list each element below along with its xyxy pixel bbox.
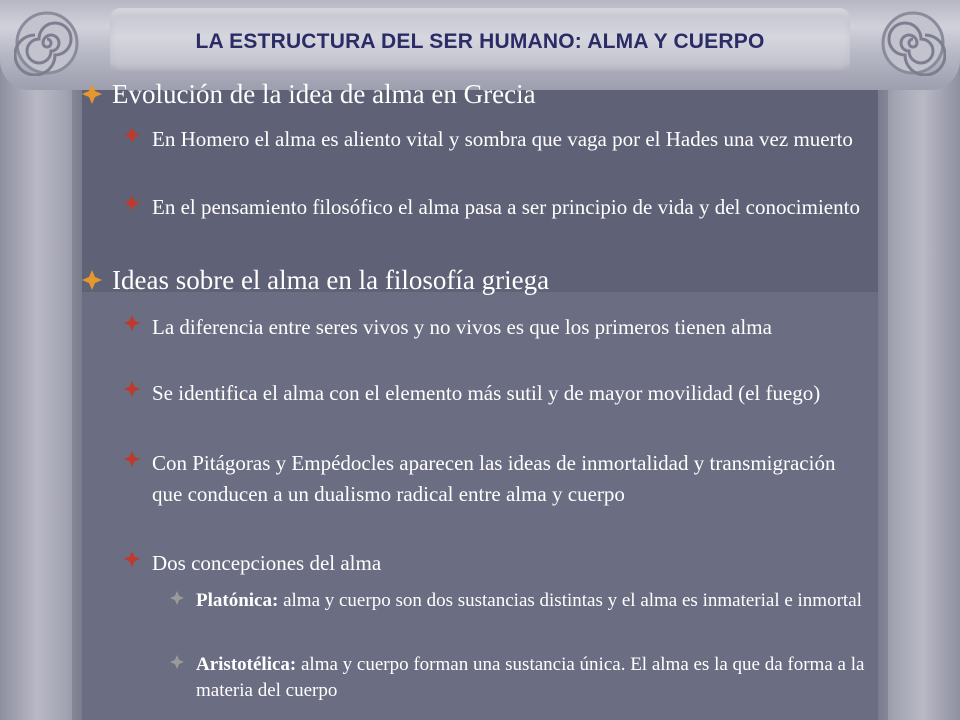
bullet-item [124,192,864,223]
sub-bullet-item-text [196,652,870,704]
red-diamond-bullet-icon [124,127,140,143]
orange-diamond-bullet-icon [82,270,102,290]
bullet-item [124,548,864,579]
red-diamond-bullet-icon [124,551,140,567]
left-column-decoration [0,0,82,720]
gray-diamond-bullet-icon [170,591,184,605]
bullet-item-text: Se identifica el alma con el elemento más sutil y de mayor movilidad (el fuego) [152,381,821,405]
bullet-item [124,312,864,343]
red-diamond-bullet-icon [124,381,140,397]
gray-diamond-bullet-icon [170,655,184,669]
bullet-item [124,378,864,409]
inner-panel [82,86,878,292]
right-column-decoration [878,0,960,720]
orange-diamond-bullet-icon [82,84,102,104]
red-diamond-bullet-icon [124,451,140,467]
bullet-item-text: Con Pitágoras y Empédocles aparecen las ideas de inmortalidad y transmigración que conducen a un dualismo radical entre alma y cuerpo [152,451,836,506]
section-heading [82,264,862,296]
sub-bullet-item [170,588,870,614]
section-heading-text: Evolución de la idea de alma en Grecia [112,79,536,109]
sub-bullet-description: alma y cuerpo forman una sustancia única. El alma es la que da forma a la materia del cuerpo [196,654,865,701]
bullet-item-text: La diferencia entre seres vivos y no vivos es que los primeros tienen alma [152,315,772,339]
column-capital-header [0,0,960,90]
bullet-item-text: En el pensamiento filosófico el alma pasa a ser principio de vida y del conocimiento [152,195,860,219]
bullet-item [124,124,864,155]
section-heading-text: Ideas sobre el alma en la filosofía griega [112,265,550,295]
sub-bullet-item-text [196,588,870,614]
bullet-item-text: En Homero el alma es aliento vital y sombra que vaga por el Hades una vez muerto [152,127,853,151]
section-heading [82,78,862,110]
sub-bullet-item [170,652,870,704]
slide-title: LA ESTRUCTURA DEL SER HUMANO: ALMA Y CUERPO [195,30,765,53]
red-diamond-bullet-icon [124,315,140,331]
sub-bullet-description: alma y cuerpo son dos sustancias distintas y el alma es inmaterial e inmortal [278,590,862,611]
bullet-item [124,448,864,510]
red-diamond-bullet-icon [124,195,140,211]
sub-bullet-term: Platónica: [196,590,279,611]
bullet-item-text: Dos concepciones del alma [152,551,382,575]
sub-bullet-term: Aristotélica: [196,654,297,675]
